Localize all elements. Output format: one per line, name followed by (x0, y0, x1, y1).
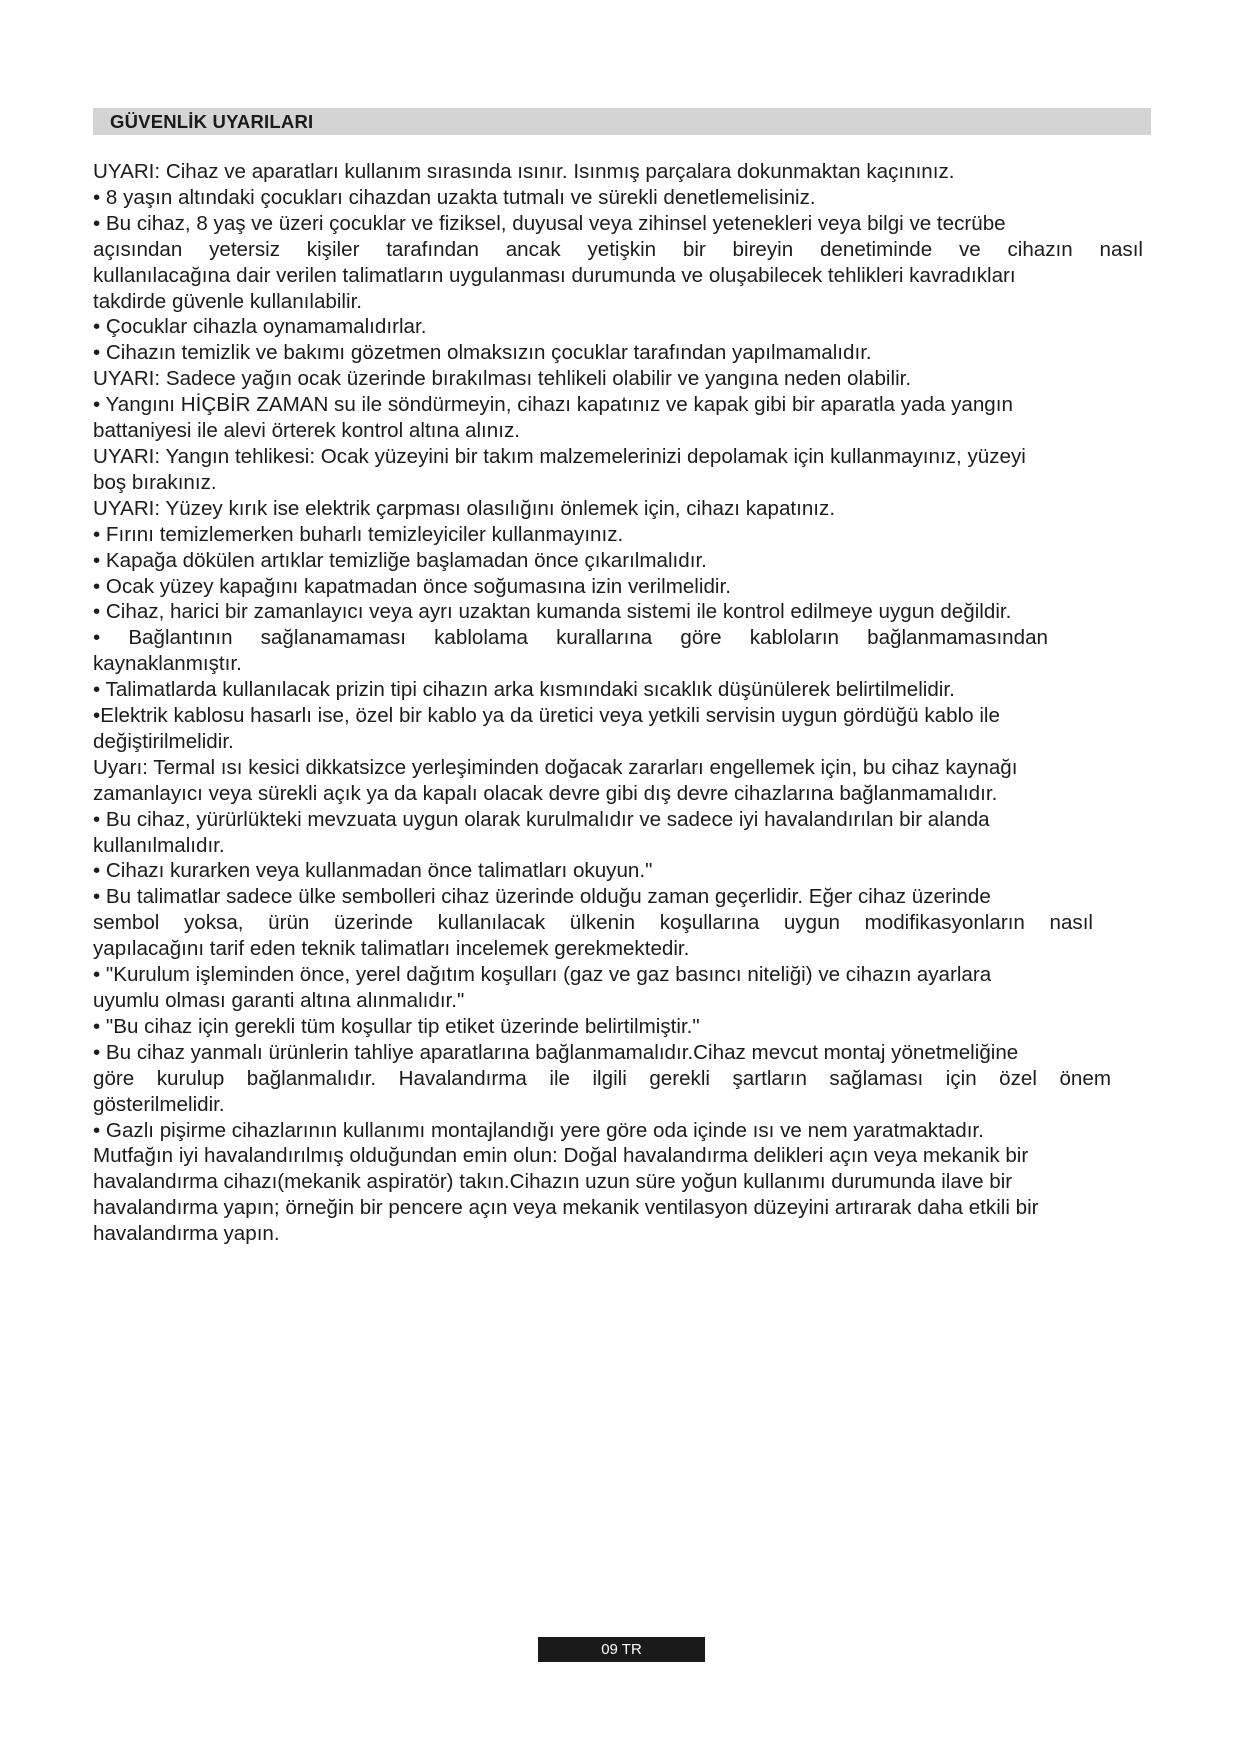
text-line: UYARI: Sadece yağın ocak üzerinde bırakılması tehlikeli olabilir ve yangına neden olabilir. (93, 367, 912, 391)
text-line: • Ocak yüzey kapağını kapatmadan önce soğumasına izin verilmelidir. (93, 574, 731, 598)
text-line: • "Kurulum işleminden önce, yerel dağıtım koşulları (gaz ve gaz basıncı niteliği) ve cihazın ayarlara (93, 963, 992, 987)
text-line: • 8 yaşın altındaki çocukları cihazdan uzakta tutmalı ve sürekli denetlemelisiniz. (93, 185, 816, 209)
text-line: havalandırma yapın; örneğin bir pencere açın veya mekanik ventilasyon düzeyini artırarak daha etkili bir (93, 1196, 1039, 1220)
text-line: kullanılacağına dair verilen talimatların uygulanması durumunda ve oluşabilecek tehlikleri kavradıkları (93, 263, 1016, 287)
text-line: kullanılmalıdır. (93, 833, 225, 857)
text-line: havalandırma cihazı(mekanik aspiratör) takın.Cihazın uzun süre yoğun kullanımı durumunda ilave bir (93, 1170, 1013, 1194)
text-line: • Gazlı pişirme cihazlarının kullanımı montajlandığı yere göre oda içinde ısı ve nem yaratmaktadır. (93, 1118, 984, 1142)
text-line: • Kapağa dökülen artıklar temizliğe başlamadan önce çıkarılmalıdır. (93, 548, 707, 572)
text-line: boş bırakınız. (93, 470, 217, 494)
text-line: • Çocuklar cihazla oynamamalıdırlar. (93, 315, 427, 339)
text-line: • Talimatlarda kullanılacak prizin tipi cihazın arka kısmındaki sıcaklık düşünülerek belirtilmelidir. (93, 678, 955, 702)
text-line: • Bu cihaz, yürürlükteki mevzuata uygun olarak kurulmalıdır ve sadece iyi havalandırılan bir alanda (93, 807, 990, 831)
text-line: • Bu talimatlar sadece ülke sembolleri cihaz üzerinde olduğu zaman geçerlidir. Eğer cihaz üzerinde (93, 885, 991, 909)
text-line: havalandırma yapın. (93, 1222, 280, 1246)
text-line: zamanlayıcı veya sürekli açık ya da kapalı olacak devre gibi dış devre cihazlarına bağlanmamalıdır. (93, 781, 998, 805)
text-line: • Cihaz, harici bir zamanlayıcı veya ayrı uzaktan kumanda sistemi ile kontrol edilmeye uygun değildir. (93, 600, 1012, 624)
text-line: • Bağlantının sağlanamaması kablolama kurallarına göre kabloların bağlanmamasından (93, 626, 1048, 650)
text-line: sembol yoksa, ürün üzerinde kullanılacak ülkenin koşullarına uygun modifikasyonların nasıl (93, 911, 1093, 935)
text-line: açısından yetersiz kişiler tarafından ancak yetişkin bir bireyin denetiminde ve cihazın nasıl (93, 237, 1143, 261)
text-line: göre kurulup bağlanmalıdır. Havalandırma ile ilgili gerekli şartların sağlaması için özel önem (93, 1066, 1111, 1090)
text-line: yapılacağını tarif eden teknik talimatları incelemek gerekmektedir. (93, 937, 690, 961)
section-header: GÜVENLİK UYARILARI (93, 108, 1151, 135)
text-line: • Cihazın temizlik ve bakımı gözetmen olmaksızın çocuklar tarafından yapılmamalıdır. (93, 341, 872, 365)
text-line: kaynaklanmıştır. (93, 652, 242, 676)
text-line: •Elektrik kablosu hasarlı ise, özel bir kablo ya da üretici veya yetkili servisin uygun gördüğü kablo ile (93, 704, 1000, 728)
text-line: Uyarı: Termal ısı kesici dikkatsizce yerleşiminden doğacak zararları engellemek için, bu cihaz kaynağı (93, 755, 1018, 779)
text-line: takdirde güvenle kullanılabilir. (93, 289, 363, 313)
text-line: UYARI: Yüzey kırık ise elektrik çarpması olasılığını önlemek için, cihazı kapatınız. (93, 496, 836, 520)
text-line: Mutfağın iyi havalandırılmış olduğundan emin olun: Doğal havalandırma delikleri açın veya mekanik bir (93, 1144, 1029, 1168)
text-line: • Bu cihaz yanmalı ürünlerin tahliye aparatlarına bağlanmamalıdır.Cihaz mevcut montaj yönetmeliğine (93, 1040, 1019, 1064)
text-line: uyumlu olması garanti altına alınmalıdır." (93, 989, 465, 1012)
text-line: • Cihazı kurarken veya kullanmadan önce talimatları okuyun." (93, 859, 653, 883)
text-line: • Bu cihaz, 8 yaş ve üzeri çocuklar ve fiziksel, duyusal veya zihinsel yetenekleri veya bilgi ve tecrübe (93, 211, 1006, 235)
text-line: UYARI: Cihaz ve aparatları kullanım sırasında ısınır. Isınmış parçalara dokunmaktan kaçınınız. (93, 160, 955, 183)
text-line: battaniyesi ile alevi örterek kontrol altına alınız. (93, 419, 520, 443)
page-number: 09 TR (538, 1637, 705, 1662)
text-line: • "Bu cihaz için gerekli tüm koşullar tip etiket üzerinde belirtilmiştir." (93, 1014, 700, 1038)
text-line: UYARI: Yangın tehlikesi: Ocak yüzeyini bir takım malzemelerinizi depolamak için kullanmayınız, yüzeyi (93, 444, 1026, 468)
text-line: gösterilmelidir. (93, 1092, 225, 1116)
text-line: • Yangını HİÇBİR ZAMAN su ile söndürmeyin, cihazı kapatınız ve kapak gibi bir aparatla yada yangın (93, 393, 1013, 417)
text-line: • Fırını temizlemerken buharlı temizleyiciler kullanmayınız. (93, 522, 624, 546)
warnings-text (93, 159, 1178, 1247)
text-line: değiştirilmelidir. (93, 729, 234, 753)
